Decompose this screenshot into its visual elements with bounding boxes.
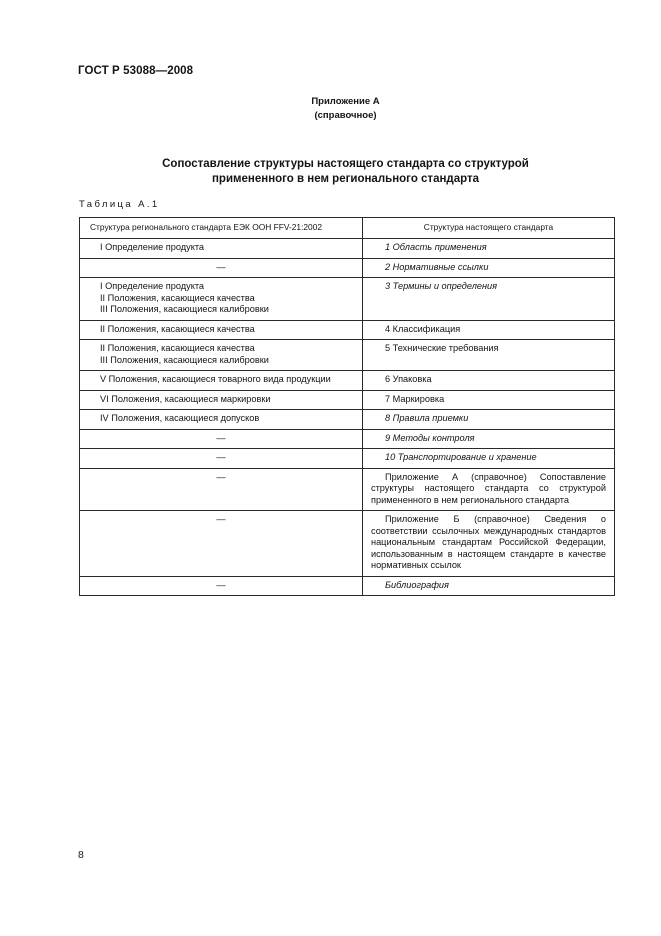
this-standard-cell bbox=[363, 239, 615, 259]
this-standard-section-item: 10 Транспортирование и хранение bbox=[385, 452, 537, 462]
this-standard-section-item: 8 Правила приемки bbox=[385, 413, 469, 423]
this-standard-section-item: Приложение Б (справочное) Сведения о соответствии ссылочных международных стандартов национальным стандартам Российской Федерации, использованным в настоящем стандарте в качестве нормативных ссылок bbox=[371, 514, 606, 570]
regional-standard-cell bbox=[80, 429, 363, 449]
table-row bbox=[80, 239, 615, 259]
this-standard-section-item: 1 Область применения bbox=[385, 242, 487, 252]
this-standard-cell bbox=[363, 468, 615, 511]
empty-dash: — bbox=[216, 471, 226, 482]
regional-standard-cell bbox=[80, 449, 363, 469]
this-standard-cell bbox=[363, 511, 615, 577]
this-standard-cell bbox=[363, 258, 615, 278]
regional-section-item: IV Положения, касающиеся допусков bbox=[100, 413, 260, 423]
this-standard-cell bbox=[363, 371, 615, 391]
table-row bbox=[80, 449, 615, 469]
regional-section-item: II Положения, касающиеся качества bbox=[100, 323, 255, 334]
table-row bbox=[80, 320, 615, 340]
regional-section-item: II Положения, касающиеся качества bbox=[100, 343, 255, 353]
appendix-heading bbox=[0, 95, 661, 123]
regional-standard-cell bbox=[80, 239, 363, 259]
regional-section-item: I Определение продукта bbox=[100, 281, 205, 291]
this-standard-cell bbox=[363, 390, 615, 410]
section-title-line-2: примененного в нем регионального стандарта bbox=[211, 173, 480, 185]
table-row bbox=[80, 278, 615, 321]
empty-dash: — bbox=[216, 261, 226, 272]
empty-dash: — bbox=[216, 579, 226, 590]
table-row bbox=[80, 576, 615, 596]
regional-section-item: I Определение продукта bbox=[100, 242, 205, 252]
this-standard-section-item: Библиография bbox=[385, 579, 449, 590]
table-row bbox=[80, 511, 615, 577]
empty-dash: — bbox=[216, 452, 226, 462]
this-standard-cell bbox=[363, 340, 615, 371]
empty-dash: — bbox=[216, 514, 226, 524]
regional-standard-cell bbox=[80, 371, 363, 391]
structure-comparison-table bbox=[79, 217, 615, 596]
section-title bbox=[0, 157, 661, 187]
table-row bbox=[80, 258, 615, 278]
regional-section-item: V Положения, касающиеся товарного вида продукции bbox=[100, 374, 331, 384]
table-row bbox=[80, 371, 615, 391]
appendix-title: Приложение А bbox=[311, 96, 380, 107]
header-regional-standard: Структура регионального стандарта ЕЭК ООН FFV-21:2002 bbox=[80, 218, 363, 239]
table-row bbox=[80, 340, 615, 371]
this-standard-section-item: 4 Классификация bbox=[385, 323, 461, 334]
table-row bbox=[80, 390, 615, 410]
regional-section-item: II Положения, касающиеся качества bbox=[100, 292, 255, 303]
document-code: ГОСТ Р 53088—2008 bbox=[78, 65, 194, 77]
this-standard-cell bbox=[363, 429, 615, 449]
this-standard-section-item: 5 Технические требования bbox=[385, 343, 499, 353]
regional-section-item: III Положения, касающиеся калибровки bbox=[100, 354, 269, 365]
this-standard-section-item: Приложение А (справочное) Сопоставление структуры настоящего стандарта со структурой примененного в нем регионального стандарта bbox=[371, 471, 606, 505]
regional-standard-cell bbox=[80, 410, 363, 430]
table-row bbox=[80, 429, 615, 449]
regional-standard-cell bbox=[80, 390, 363, 410]
table-header-row bbox=[80, 218, 615, 239]
this-standard-cell bbox=[363, 320, 615, 340]
this-standard-cell bbox=[363, 410, 615, 430]
regional-standard-cell bbox=[80, 340, 363, 371]
regional-section-item: VI Положения, касающиеся маркировки bbox=[100, 393, 271, 404]
regional-standard-cell bbox=[80, 320, 363, 340]
this-standard-cell bbox=[363, 449, 615, 469]
empty-dash: — bbox=[216, 432, 226, 443]
this-standard-section-item: 3 Термины и определения bbox=[385, 281, 498, 291]
regional-standard-cell bbox=[80, 468, 363, 511]
table-caption: Таблица А.1 bbox=[79, 199, 160, 210]
this-standard-cell bbox=[363, 576, 615, 596]
this-standard-section-item: 6 Упаковка bbox=[385, 374, 432, 384]
regional-standard-cell bbox=[80, 278, 363, 321]
table-body bbox=[80, 239, 615, 596]
this-standard-section-item: 2 Нормативные ссылки bbox=[385, 261, 489, 272]
this-standard-section-item: 7 Маркировка bbox=[385, 393, 445, 404]
appendix-subtitle: (справочное) bbox=[314, 110, 377, 121]
regional-standard-cell bbox=[80, 511, 363, 577]
regional-standard-cell bbox=[80, 258, 363, 278]
this-standard-section-item: 9 Методы контроля bbox=[385, 432, 475, 443]
regional-section-item: III Положения, касающиеся калибровки bbox=[100, 304, 269, 314]
this-standard-cell bbox=[363, 278, 615, 321]
regional-standard-cell bbox=[80, 576, 363, 596]
header-this-standard: Структура настоящего стандарта bbox=[363, 218, 615, 239]
table-row bbox=[80, 468, 615, 511]
page-number: 8 bbox=[78, 849, 84, 861]
section-title-line-1: Сопоставление структуры настоящего стандарта со структурой bbox=[162, 158, 529, 170]
table-row bbox=[80, 410, 615, 430]
